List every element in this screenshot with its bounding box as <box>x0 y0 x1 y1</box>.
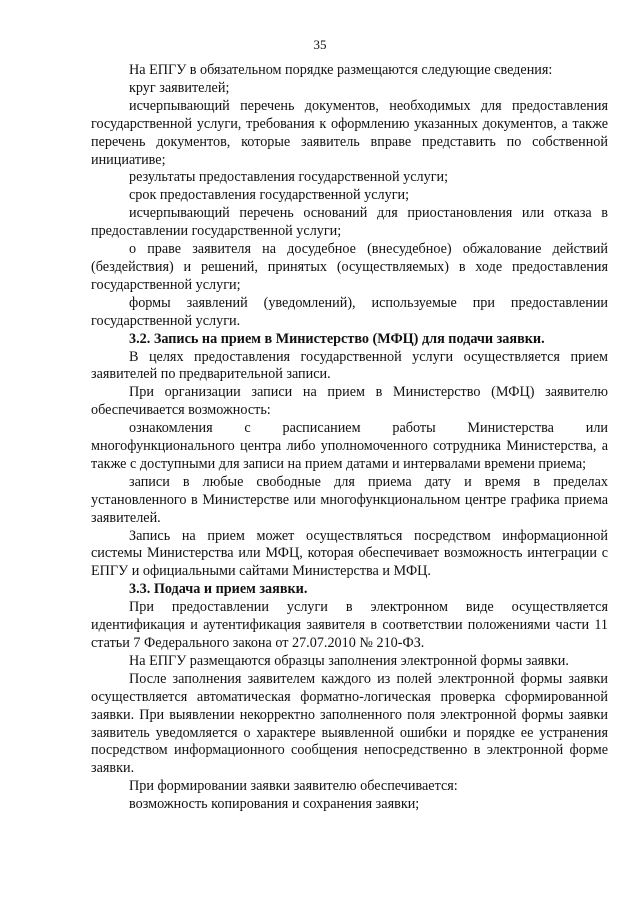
paragraph: На ЕПГУ размещаются образцы заполнения электронной формы заявки. <box>129 652 569 669</box>
paragraph: После заполнения заявителем каждого из полей электронной формы заявки осуществляется автоматическая форматно-логическая проверка сформированной заявки. При выявлении некорректно заполненного поля электронной формы заявки заявитель уведомляется о характере выявленной ошибки и порядке ее устранения посредством информационного сообщения непосредственно в электронной форме заявки. <box>91 670 608 777</box>
paragraph: На ЕПГУ в обязательном порядке размещаются следующие сведения: <box>129 62 553 78</box>
paragraph: о праве заявителя на досудебное (внесудебное) обжалование действий (бездействия) и решений, принятых (осуществляемых) в ходе предоставления государственной услуги; <box>91 241 608 293</box>
paragraph: записи в любые свободные для приема дату и время в пределах установленного в Министерстве или многофункциональном центре графика приема заявителей. <box>91 473 608 526</box>
section-heading: 3.2. Запись на прием в Министерство (МФЦ) для подачи заявки. <box>129 330 545 347</box>
paragraph: возможность копирования и сохранения заявки; <box>129 796 420 813</box>
paragraph: ознакомления с расписанием работы Министерства или многофункционального центра либо уполномоченного сотрудника Министерства, а также с доступными для записи на прием датами и интервалами времени приема; <box>91 420 608 472</box>
paragraph: исчерпывающий перечень документов, необходимых для предоставления государственной услуги, требования к оформлению указанных документов, а также перечень документов, которые заявитель вправе представить по собственной инициативе; <box>91 97 608 168</box>
paragraph: срок предоставления государственной услуги; <box>129 187 410 204</box>
paragraph: круг заявителей; <box>129 79 230 96</box>
paragraph: формы заявлений (уведомлений), используемые при предоставлении государственной услуги. <box>91 294 608 329</box>
paragraph: При организации записи на прием в Министерство (МФЦ) заявителю обеспечивается возможность: <box>91 384 608 419</box>
document-body <box>91 62 608 814</box>
paragraph: При предоставлении услуги в электронном виде осуществляется идентификация и аутентификация заявителя в соответствии положениями части 11 статьи 7 Федерального закона от 27.07.2010 № 210-ФЗ. <box>91 599 608 651</box>
section-heading: 3.3. Подача и прием заявки. <box>129 581 308 598</box>
paragraph: Запись на прием может осуществляться посредством информационной системы Министерства или МФЦ, которая обеспечивает возможность интеграции с ЕПГУ и официальными сайтами Министерства и МФЦ. <box>91 527 608 580</box>
paragraph: исчерпывающий перечень оснований для приостановления или отказа в предоставлении государственной услуги; <box>91 205 608 240</box>
paragraph: В целях предоставления государственной услуги осуществляется прием заявителей по предварительной записи. <box>91 348 608 383</box>
paragraph: результаты предоставления государственной услуги; <box>129 169 449 186</box>
page-number: 35 <box>313 37 327 52</box>
paragraph: При формировании заявки заявителю обеспечивается: <box>129 778 458 795</box>
